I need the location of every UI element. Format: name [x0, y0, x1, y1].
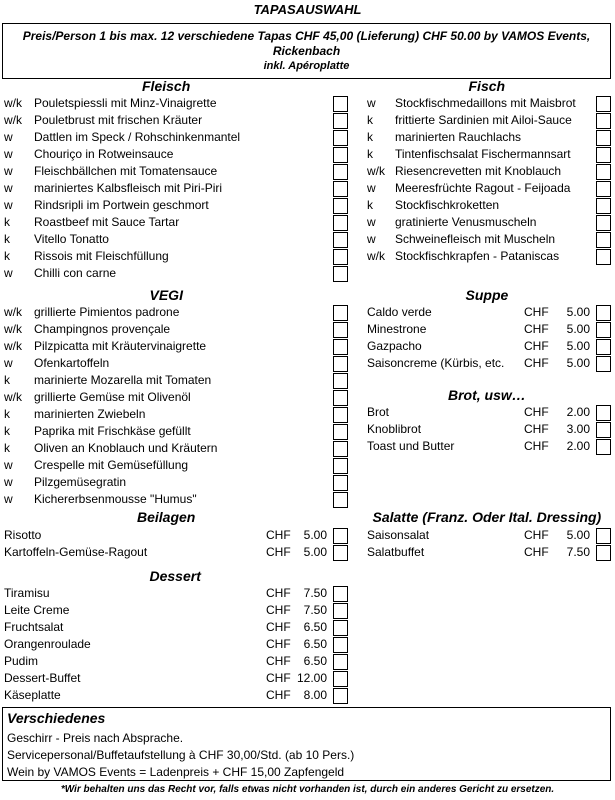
dessert-item — [4, 619, 333, 636]
fisch-checkbox[interactable] — [596, 232, 611, 248]
fleisch-item-name: Pouletspiessli mit Minz-Vinaigrette — [34, 96, 217, 110]
header-line-3: inkl. Apéroplatte — [263, 60, 350, 72]
fisch-checkbox[interactable] — [596, 130, 611, 146]
fleisch-item-code: w/k — [4, 96, 22, 110]
fisch-item-name: Meeresfrüchte Ragout - Feijoada — [395, 181, 571, 195]
fleisch-item-code: w — [4, 266, 13, 280]
vegi-checkbox[interactable] — [333, 475, 348, 491]
beilagen-item-name: Risotto — [4, 528, 42, 542]
dessert-item-price: 7.50 — [303, 603, 327, 617]
dessert-checkbox[interactable] — [333, 603, 348, 619]
fisch-item — [367, 129, 596, 146]
beilagen-section-title: Beilagen — [137, 509, 196, 525]
dessert-item-currency: CHF — [266, 603, 291, 617]
salatte-item — [367, 527, 596, 544]
fleisch-checkbox[interactable] — [333, 232, 348, 248]
fleisch-item-code: w — [4, 130, 13, 144]
fisch-item-code: k — [367, 130, 373, 144]
vegi-item-code: w — [4, 458, 13, 472]
beilagen-item-price: 5.00 — [303, 528, 327, 542]
suppe-item-name: Saisoncreme (Kürbis, etc. — [367, 356, 505, 370]
salatte-checkbox[interactable] — [596, 528, 611, 544]
vegi-checkbox[interactable] — [333, 305, 348, 321]
suppe-item — [367, 304, 596, 321]
fleisch-checkbox[interactable] — [333, 266, 348, 282]
brot-item-name: Toast und Butter — [367, 439, 455, 453]
fisch-item — [367, 146, 596, 163]
fleisch-item-name: Chilli con carne — [34, 266, 117, 280]
fisch-item-code: w — [367, 232, 376, 246]
fleisch-item-name: Pouletbrust mit frischen Kräuter — [34, 113, 203, 127]
suppe-item-currency: CHF — [524, 356, 549, 370]
fleisch-item — [4, 129, 333, 146]
fleisch-item-name: Chouriço in Rotweinsauce — [34, 147, 174, 161]
vegi-item-code: w/k — [4, 322, 22, 336]
fisch-checkbox[interactable] — [596, 147, 611, 163]
vegi-checkbox[interactable] — [333, 356, 348, 372]
suppe-item-price: 5.00 — [566, 305, 590, 319]
footnote: *Wir behalten uns das Recht vor, falls etwas nicht vorhanden ist, durch ein anderes Gericht zu ersetzen. — [60, 784, 555, 795]
beilagen-item-currency: CHF — [266, 545, 291, 559]
vegi-item — [4, 440, 333, 457]
vegi-item — [4, 491, 333, 508]
fisch-checkbox[interactable] — [596, 181, 611, 197]
brot-item — [367, 421, 596, 438]
vegi-checkbox[interactable] — [333, 407, 348, 423]
dessert-item-currency: CHF — [266, 688, 291, 702]
suppe-item-currency: CHF — [524, 339, 549, 353]
dessert-item-price: 8.00 — [303, 688, 327, 702]
vegi-checkbox[interactable] — [333, 339, 348, 355]
verschiedenes-line: Geschirr - Preis nach Absprache. — [7, 731, 184, 745]
fisch-item — [367, 180, 596, 197]
dessert-item-name: Käseplatte — [4, 688, 61, 702]
fleisch-checkbox[interactable] — [333, 147, 348, 163]
vegi-checkbox[interactable] — [333, 322, 348, 338]
fisch-item — [367, 112, 596, 129]
fleisch-checkbox[interactable] — [333, 215, 348, 231]
fleisch-item-code: w/k — [4, 113, 22, 127]
fisch-item-code: k — [367, 113, 373, 127]
fisch-item-name: Stockfischkrapfen - Pataniscas — [395, 249, 560, 263]
fisch-checkbox[interactable] — [596, 96, 611, 112]
vegi-item-code: k — [4, 424, 10, 438]
fleisch-item — [4, 146, 333, 163]
fleisch-item — [4, 95, 333, 112]
dessert-item-price: 6.50 — [303, 654, 327, 668]
suppe-item-price: 5.00 — [566, 322, 590, 336]
page-title: TAPASAUSWAHL — [253, 2, 362, 17]
beilagen-checkbox[interactable] — [333, 545, 348, 561]
beilagen-item — [4, 527, 333, 544]
suppe-item-name: Gazpacho — [367, 339, 422, 353]
dessert-checkbox[interactable] — [333, 620, 348, 636]
fisch-item — [367, 163, 596, 180]
dessert-item-currency: CHF — [266, 654, 291, 668]
fleisch-checkbox[interactable] — [333, 249, 348, 265]
fleisch-checkbox[interactable] — [333, 164, 348, 180]
vegi-item-code: w/k — [4, 390, 22, 404]
dessert-checkbox[interactable] — [333, 586, 348, 602]
fleisch-section-title: Fleisch — [142, 78, 191, 94]
vegi-checkbox[interactable] — [333, 373, 348, 389]
vegi-item-code: w — [4, 356, 13, 370]
dessert-item-price: 6.50 — [303, 637, 327, 651]
suppe-item-name: Caldo verde — [367, 305, 432, 319]
fisch-item-code: w/k — [367, 164, 385, 178]
fleisch-item-code: w — [4, 181, 13, 195]
brot-item-name: Brot — [367, 405, 390, 419]
dessert-item-price: 12.00 — [296, 671, 327, 685]
suppe-item-name: Minestrone — [367, 322, 427, 336]
fisch-item — [367, 197, 596, 214]
dessert-checkbox[interactable] — [333, 654, 348, 670]
salatte-item-name: Saisonsalat — [367, 528, 430, 542]
fisch-item-name: Stockfischmedaillons mit Maisbrot — [395, 96, 576, 110]
vegi-item-code: k — [4, 373, 10, 387]
fisch-item-code: w/k — [367, 249, 385, 263]
brot-item-price: 2.00 — [566, 439, 590, 453]
verschiedenes-line: Wein by VAMOS Events = Ladenpreis + CHF 15,00 Zapfengeld — [7, 765, 345, 779]
salatte-section-title: Salatte (Franz. Oder Ital. Dressing) — [372, 509, 602, 525]
suppe-item — [367, 355, 596, 372]
fleisch-item-name: mariniertes Kalbsfleisch mit Piri-Piri — [34, 181, 223, 195]
brot-checkbox[interactable] — [596, 439, 611, 455]
header-box — [2, 23, 611, 79]
brot-item — [367, 438, 596, 455]
salatte-item-name: Salatbuffet — [367, 545, 425, 559]
dessert-item-price: 6.50 — [303, 620, 327, 634]
suppe-checkbox[interactable] — [596, 339, 611, 355]
fisch-item-code: w — [367, 215, 376, 229]
fleisch-item-name: Dattlen im Speck / Rohschinkenmantel — [34, 130, 241, 144]
suppe-checkbox[interactable] — [596, 305, 611, 321]
fisch-item-name: gratinierte Venusmuscheln — [395, 215, 537, 229]
dessert-item — [4, 636, 333, 653]
dessert-item — [4, 687, 333, 704]
vegi-checkbox[interactable] — [333, 441, 348, 457]
dessert-checkbox[interactable] — [333, 688, 348, 704]
vegi-item-name: Crespelle mit Gemüsefüllung — [34, 458, 189, 472]
salatte-item-price: 7.50 — [566, 545, 590, 559]
suppe-item-price: 5.00 — [566, 339, 590, 353]
vegi-item-name: marinierten Zwiebeln — [34, 407, 146, 421]
fleisch-item-code: k — [4, 232, 10, 246]
vegi-item-name: Ofenkartoffeln — [34, 356, 110, 370]
beilagen-item-currency: CHF — [266, 528, 291, 542]
vegi-checkbox[interactable] — [333, 492, 348, 508]
fleisch-checkbox[interactable] — [333, 113, 348, 129]
fisch-checkbox[interactable] — [596, 198, 611, 214]
fleisch-item — [4, 231, 333, 248]
suppe-checkbox[interactable] — [596, 356, 611, 372]
fleisch-checkbox[interactable] — [333, 96, 348, 112]
brot-item-currency: CHF — [524, 439, 549, 453]
fisch-item-code: k — [367, 198, 373, 212]
dessert-item — [4, 670, 333, 687]
vegi-section-title: VEGI — [149, 287, 183, 303]
vegi-item-code: w — [4, 475, 13, 489]
fisch-item-name: Schweinefleisch mit Muscheln — [395, 232, 556, 246]
suppe-item-currency: CHF — [524, 322, 549, 336]
fleisch-item-name: Roastbeef mit Sauce Tartar — [34, 215, 180, 229]
vegi-item-name: Pilzpicatta mit Kräutervinaigrette — [34, 339, 207, 353]
dessert-checkbox[interactable] — [333, 671, 348, 687]
vegi-item — [4, 389, 333, 406]
vegi-item — [4, 423, 333, 440]
brot-item-price: 2.00 — [566, 405, 590, 419]
vegi-item-name: Oliven an Knoblauch und Kräutern — [34, 441, 218, 455]
brot-item-currency: CHF — [524, 422, 549, 436]
fisch-checkbox[interactable] — [596, 164, 611, 180]
fleisch-item-code: k — [4, 215, 10, 229]
fisch-item-name: Riesencrevetten mit Knoblauch — [395, 164, 562, 178]
fleisch-item — [4, 180, 333, 197]
beilagen-item — [4, 544, 333, 561]
vegi-checkbox[interactable] — [333, 458, 348, 474]
fisch-checkbox[interactable] — [596, 215, 611, 231]
vegi-item-name: Kichererbsenmousse "Humus" — [34, 492, 197, 506]
dessert-item-currency: CHF — [266, 586, 291, 600]
vegi-item-name: Champingnos provençale — [34, 322, 171, 336]
fisch-item — [367, 95, 596, 112]
dessert-item — [4, 653, 333, 670]
vegi-item-code: k — [4, 441, 10, 455]
dessert-item — [4, 602, 333, 619]
brot-checkbox[interactable] — [596, 422, 611, 438]
fisch-item-name: Stockfischkroketten — [395, 198, 500, 212]
fisch-item-code: k — [367, 147, 373, 161]
fleisch-item-name: Vitello Tonatto — [34, 232, 109, 246]
fleisch-item-code: w — [4, 198, 13, 212]
verschiedenes-title: Verschiedenes — [7, 710, 106, 726]
suppe-item — [367, 321, 596, 338]
vegi-item-code: w — [4, 492, 13, 506]
vegi-checkbox[interactable] — [333, 390, 348, 406]
suppe-section-title: Suppe — [465, 287, 509, 303]
fisch-item — [367, 231, 596, 248]
vegi-item — [4, 321, 333, 338]
dessert-item-name: Pudim — [4, 654, 39, 668]
fleisch-item — [4, 197, 333, 214]
vegi-item — [4, 474, 333, 491]
vegi-item-code: k — [4, 407, 10, 421]
dessert-item-name: Fruchtsalat — [4, 620, 64, 634]
header-line-1: Preis/Person 1 bis max. 12 verschiedene Tapas CHF 45,00 (Lieferung) CHF 50.00 by VAMOS Events, — [22, 29, 591, 43]
brot-item-name: Knoblibrot — [367, 422, 422, 436]
fleisch-checkbox[interactable] — [333, 130, 348, 146]
dessert-item-name: Leite Creme — [4, 603, 70, 617]
fleisch-item-name: Rindsripli im Portwein geschmort — [34, 198, 209, 212]
fisch-item — [367, 214, 596, 231]
fleisch-item — [4, 214, 333, 231]
brot-item-currency: CHF — [524, 405, 549, 419]
vegi-item-name: Paprika mit Frischkäse gefüllt — [34, 424, 191, 438]
salatte-item-currency: CHF — [524, 545, 549, 559]
fleisch-item — [4, 163, 333, 180]
vegi-item — [4, 355, 333, 372]
beilagen-item-name: Kartoffeln-Gemüse-Ragout — [4, 545, 148, 559]
fisch-item-name: frittierte Sardinien mit Ailoi-Sauce — [395, 113, 572, 127]
fisch-item-code: w — [367, 181, 376, 195]
fleisch-item-code: k — [4, 249, 10, 263]
brot-item — [367, 404, 596, 421]
fisch-item-name: Tintenfischsalat Fischermannsart — [395, 147, 571, 161]
salatte-item-currency: CHF — [524, 528, 549, 542]
fleisch-item-name: Fleischbällchen mit Tomatensauce — [34, 164, 218, 178]
salatte-checkbox[interactable] — [596, 545, 611, 561]
vegi-item — [4, 304, 333, 321]
fisch-checkbox[interactable] — [596, 249, 611, 265]
vegi-item — [4, 338, 333, 355]
fisch-item — [367, 248, 596, 265]
brot-section-title: Brot, usw… — [448, 387, 526, 403]
verschiedenes-box — [2, 707, 611, 781]
dessert-checkbox[interactable] — [333, 637, 348, 653]
suppe-item-price: 5.00 — [566, 356, 590, 370]
beilagen-item-price: 5.00 — [303, 545, 327, 559]
dessert-item-currency: CHF — [266, 620, 291, 634]
fleisch-checkbox[interactable] — [333, 181, 348, 197]
vegi-item-name: marinierte Mozarella mit Tomaten — [34, 373, 212, 387]
dessert-item-currency: CHF — [266, 671, 291, 685]
brot-item-price: 3.00 — [566, 422, 590, 436]
dessert-item-name: Tiramisu — [4, 586, 50, 600]
fisch-item-code: w — [367, 96, 376, 110]
salatte-item — [367, 544, 596, 561]
vegi-item — [4, 406, 333, 423]
dessert-item-name: Orangenroulade — [4, 637, 91, 651]
vegi-item-code: w/k — [4, 339, 22, 353]
vegi-item — [4, 457, 333, 474]
dessert-item-currency: CHF — [266, 637, 291, 651]
dessert-section-title: Dessert — [149, 568, 201, 584]
suppe-item-currency: CHF — [524, 305, 549, 319]
dessert-item — [4, 585, 333, 602]
dessert-item-name: Dessert-Buffet — [4, 671, 81, 685]
beilagen-checkbox[interactable] — [333, 528, 348, 544]
vegi-item-name: grillierte Pimientos padrone — [34, 305, 180, 319]
verschiedenes-line: Servicepersonal/Buffetaufstellung à CHF 30,00/Std. (ab 10 Pers.) — [7, 748, 355, 762]
salatte-item-price: 5.00 — [566, 528, 590, 542]
fleisch-checkbox[interactable] — [333, 198, 348, 214]
fisch-section-title: Fisch — [468, 78, 506, 94]
fleisch-item — [4, 112, 333, 129]
vegi-item-name: Pilzgemüsegratin — [34, 475, 127, 489]
fleisch-item — [4, 265, 333, 282]
suppe-checkbox[interactable] — [596, 322, 611, 338]
fleisch-item — [4, 248, 333, 265]
vegi-checkbox[interactable] — [333, 424, 348, 440]
dessert-item-price: 7.50 — [303, 586, 327, 600]
vegi-item-code: w/k — [4, 305, 22, 319]
fleisch-item-name: Rissois mit Fleischfüllung — [34, 249, 169, 263]
fisch-item-name: marinierten Rauchlachs — [395, 130, 522, 144]
brot-checkbox[interactable] — [596, 405, 611, 421]
suppe-item — [367, 338, 596, 355]
header-line-2: Rickenbach — [272, 44, 341, 58]
fleisch-item-code: w — [4, 164, 13, 178]
fisch-checkbox[interactable] — [596, 113, 611, 129]
fleisch-item-code: w — [4, 147, 13, 161]
vegi-item — [4, 372, 333, 389]
vegi-item-name: grillierte Gemüse mit Olivenöl — [34, 390, 191, 404]
